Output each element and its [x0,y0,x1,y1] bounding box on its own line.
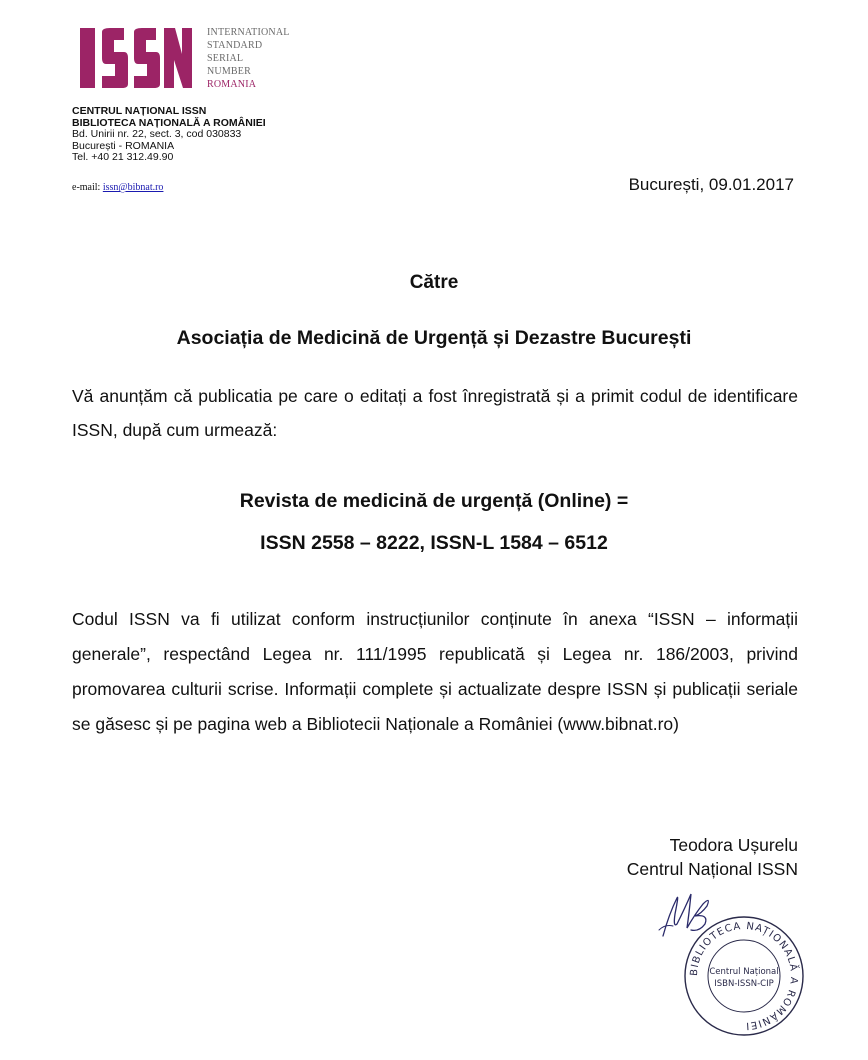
sender-address-block [72,106,266,164]
issn-logo [80,28,192,88]
stamp-center-line-1: Centrul Național [709,967,779,977]
signatory-office: Centrul Național ISSN [626,859,798,879]
email-line [72,182,163,193]
body-paragraph-1: Vă anunțăm că publicatia pe care o editați a fost înregistrată și a primit codul de identificare ISSN, după cum urmează: [72,386,798,440]
phone-number: Tel. +40 21 312.49.90 [72,151,174,163]
library-name: BIBLIOTECA NAȚIONALĂ A ROMÂNIEI [72,116,266,129]
signatory-block [627,833,798,881]
publication-title: Revista de medicină de urgență (Online) = [239,490,629,512]
logo-line-country: ROMANIA [207,79,257,90]
logo-caption [207,26,290,91]
org-name: CENTRUL NAȚIONAL ISSN [72,105,207,117]
stamp-ring-text: BIBLIOTECA NAȚIONALĂ A ROMÂNIEI [688,920,800,1032]
email-label: e-mail: [72,182,101,193]
street-address: Bd. Unirii nr. 22, sect. 3, cod 030833 [72,128,242,140]
body-paragraph-2: Codul ISSN va fi utilizat conform instrucțiunilor conținute în anexa “ISSN – informații generale”, respectând Legea nr. 111/1995 republicată și Legea nr. 186/2003, privind promovarea culturii scrise. Informații complete și actualizate despre ISSN și publicații seriale se găsesc și pe pagina web a Bibliotecii Naționale a României (www.bibnat.ro) [72,609,798,734]
recipient-name: Asociația de Medicină de Urgență și Dezastre București [176,327,692,349]
logo-line: NUMBER [207,66,251,77]
stamp-center-line-2: ISBN-ISSN-CIP [714,979,774,989]
letter-date: București, 09.01.2017 [628,175,794,194]
logo-line: STANDARD [207,40,263,51]
logo-line: INTERNATIONAL [207,27,290,38]
salutation: Către [409,272,459,293]
email-link[interactable]: issn@bibnat.ro [102,182,164,193]
publication-issn: ISSN 2558 – 8222, ISSN-L 1584 – 6512 [260,532,608,554]
signatory-name: Teodora Ușurelu [669,835,798,855]
official-stamp [682,914,806,1038]
logo-line: SERIAL [207,53,244,64]
city-country: București - ROMANIA [72,139,175,152]
